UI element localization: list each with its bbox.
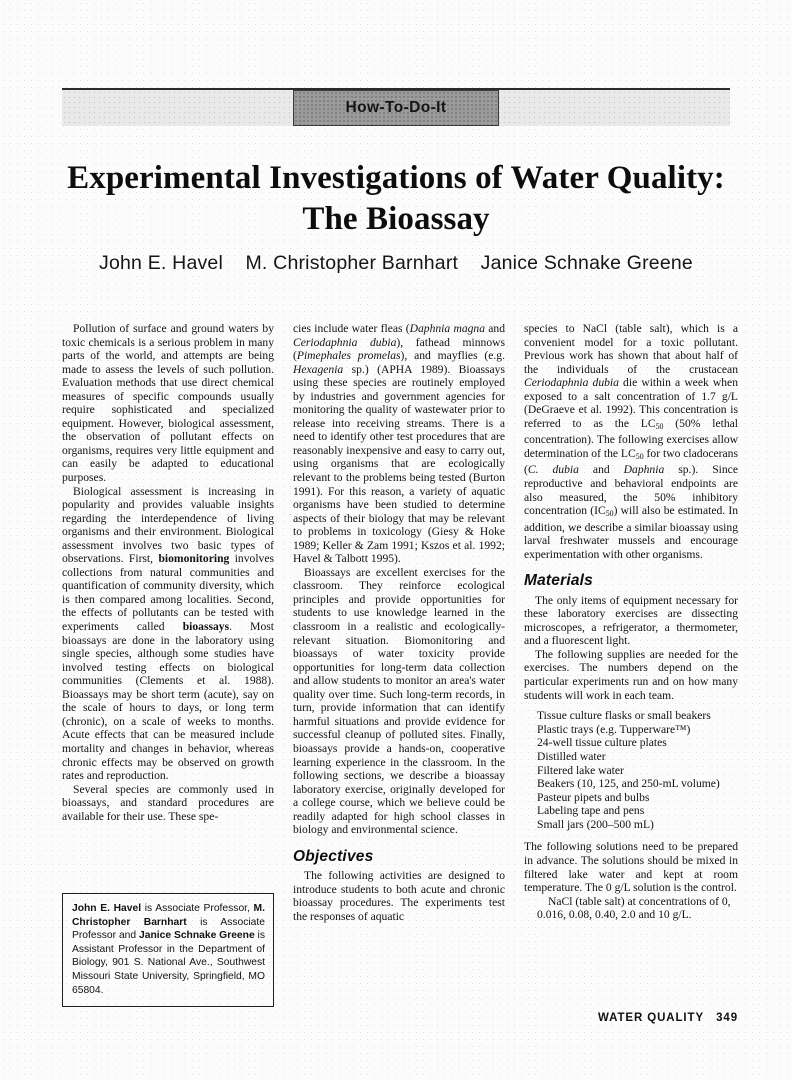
- subscript-50: 50: [635, 451, 644, 461]
- paragraph: The only items of equipment necessary for these laboratory exercises are dissecting microscopes, a refrigerator, a thermometer, and a fluorescent light.: [524, 593, 738, 648]
- text-run: Biological assessment is increasing in popularity and provides valuable insights regarding the interdependence of living organisms and their environment. Biological assessment involves two basic types of observations. First,: [62, 484, 274, 566]
- paragraph: The following activities are designed to introduce students to both acute and chronic bioassay procedures. The experiments test the responses of aquatic: [293, 869, 505, 923]
- paragraph: Bioassays are excellent exercises for the classroom. They reinforce ecological principles and provide opportunities for students to use knowledge learned in the classroom in a realistic and ecologically-relevant situation. Biomonitoring and bioassays of water toxicity provide opportunities for long-term data collection and allow students to monitor an area's water quality over time. Such long-term records, in turn, provide information that can identify harmful situations and provide evidence for successful cleanup of polluted sites. Finally, bioassays provide a hands-on, cooperative learning experience in the classroom. In the following sections, we describe a bioassay laboratory exercise, originally developed for a college course, which we believe could be readily adapted for high school classes in biology and environmental science.: [293, 565, 505, 837]
- text-run: involves collections from natural communities and quantification of community diversity, which is then compared among localities. Second, the effects of pollutants can be tested with experiments called: [62, 552, 274, 634]
- heading-materials: Materials: [524, 572, 593, 590]
- how-to-do-it-banner: [293, 90, 499, 126]
- list-item: Tissue culture flasks or small beakers: [537, 709, 711, 723]
- paragraph: The following solutions need to be prepared in advance. The solutions should be mixed in filtered lake water and kept at room temperature. The 0 g/L solution is the control.: [524, 840, 738, 895]
- species-name: Daphnia magna: [409, 322, 486, 335]
- species-name: Ceriodaphnia dubia: [524, 376, 619, 390]
- list-item: 24-well tissue culture plates: [537, 736, 667, 750]
- author-name: John E. Havel: [72, 903, 142, 914]
- supplies-list: [524, 709, 738, 831]
- author-name: M. Christopher Barnhart: [72, 903, 265, 928]
- species-name: C. dubia: [527, 463, 579, 477]
- heading-objectives: Objectives: [293, 847, 374, 865]
- text-run: ) will also be estimated. In addition, we describe a similar bioassay using larval freshwater mussels and encourage experimentation with other organisms.: [524, 504, 738, 561]
- list-item: Small jars (200–500 mL): [537, 817, 654, 831]
- author-byline: John E. Havel M. Christopher Barnhart Janice Schnake Greene: [99, 252, 693, 274]
- text-run: species to NaCl (table salt), which is a convenient model for a toxic pollutant. Previous work has shown that about half of the individuals of the crustacean: [524, 322, 738, 376]
- page-footer: WATER QUALITY 349: [597, 1012, 738, 1024]
- term-biomonitoring: biomonitoring: [158, 552, 230, 566]
- page-title: Experimental Investigations of Water Quality: The Bioassay: [67, 160, 725, 237]
- text-run: . Most bioassays are done in the laboratory using single species, although some studies have involved testing effects on biological communities (Clements et al. 1988). Bioassays may be short term (acute), say on the scale of hours to days, or long term (chronic), on a scale of weeks to months. Acute effects that can be measured include mortality and changes in behavior, whereas chronic effects may be observed on growth rates and reproduction.: [62, 620, 274, 783]
- subscript-50: 50: [655, 421, 664, 431]
- species-name: Daphnia: [623, 463, 665, 477]
- text-run: ), and mayflies (e.g.: [400, 349, 505, 363]
- text-run: sp.). Since reproductive and behavioral endpoints are also measured, the 50% inhibitory concentration (IC: [524, 463, 738, 518]
- paragraph: [62, 485, 274, 783]
- term-bioassays: bioassays: [182, 620, 230, 634]
- list-item: Distilled water: [537, 749, 606, 763]
- author-name: Janice Schnake Greene: [139, 930, 255, 942]
- column-2: [293, 322, 505, 924]
- paragraph: Several species are commonly used in bioassays, and standard procedures are available for their use. These spe-: [62, 782, 274, 823]
- list-item: Filtered lake water: [537, 763, 624, 777]
- species-name: Ceriodaphnia dubia: [293, 335, 397, 349]
- species-name: Pimephales promelas: [296, 349, 401, 363]
- salt-concentrations: NaCl (table salt) at concentrations of 0, 0.016, 0.08, 0.40, 2.0 and 10 g/L.: [537, 894, 731, 922]
- paragraph: [293, 322, 505, 566]
- text-run: die within a week when exposed to a salt concentration of 1.7 g/L (DeGraeve et al. 1992). This concentration is referred to as the LC: [524, 376, 738, 430]
- text-run: cies include water fleas (: [293, 322, 410, 335]
- species-name: Hexagenia: [293, 362, 344, 376]
- column-3: [524, 322, 738, 922]
- text-run: is Associate Professor and: [72, 916, 265, 942]
- column-1: [62, 322, 274, 823]
- paragraph: The following supplies are needed for the exercises. The numbers depend on the particular experiments run and on how many students will work in each team.: [524, 647, 738, 702]
- text-run: is Associate Professor,: [141, 903, 254, 914]
- banner-label: How-To-Do-It: [345, 99, 447, 116]
- text-run: and: [485, 322, 505, 335]
- list-item: Labeling tape and pens: [537, 804, 645, 818]
- text-run: (50% lethal concentration). The following exercises allow determination of the LC: [524, 416, 738, 460]
- text-run: and: [578, 463, 624, 477]
- paragraph: [524, 322, 738, 561]
- subscript-50: 50: [605, 509, 614, 519]
- paragraph: Pollution of surface and ground waters by toxic chemicals is a serious problem in many parts of the world, and attempts are being made to assess the levels of such pollution. Evaluation methods that use direct chemical measures of specific compounds usually require sophisticated and specialized equipment. However, biological assessment, the observation of pollutant effects on organisms, requires very little equipment and can easily be adapted to educational purposes.: [62, 322, 274, 485]
- list-item: Beakers (10, 125, and 250-mL volume): [537, 777, 720, 791]
- text-run: ), fathead minnows (: [293, 335, 506, 363]
- text-run: is Assistant Professor in the Department of Biology, 901 S. National Ave., Southwest Missouri State University, Springfield, MO 65804.: [72, 930, 265, 996]
- text-run: for two cladocerans (: [524, 446, 738, 477]
- text-run: sp.) (APHA 1989). Bioassays using these species are routinely employed by industries and government agencies for monitoring the quality of wastewater prior to release into receiving streams. There is a need to identify other test procedures that are reasonably inexpensive and easy to carry out, using organisms that are ecologically relevant to the problems being tested (Burton 1991). For this reason, a variety of aquatic organisms have been studied to determine aspects of their biology that may be relevant to problems in toxicology (Giesy & Hoke 1989; Keller & Zam 1991; Kszos et al. 1992; Havel & Talbott 1995).: [293, 362, 505, 566]
- list-item: Pasteur pipets and bulbs: [537, 790, 650, 804]
- author-bio-box: [62, 893, 274, 1007]
- list-item: Plastic trays (e.g. Tupperware™): [537, 722, 691, 736]
